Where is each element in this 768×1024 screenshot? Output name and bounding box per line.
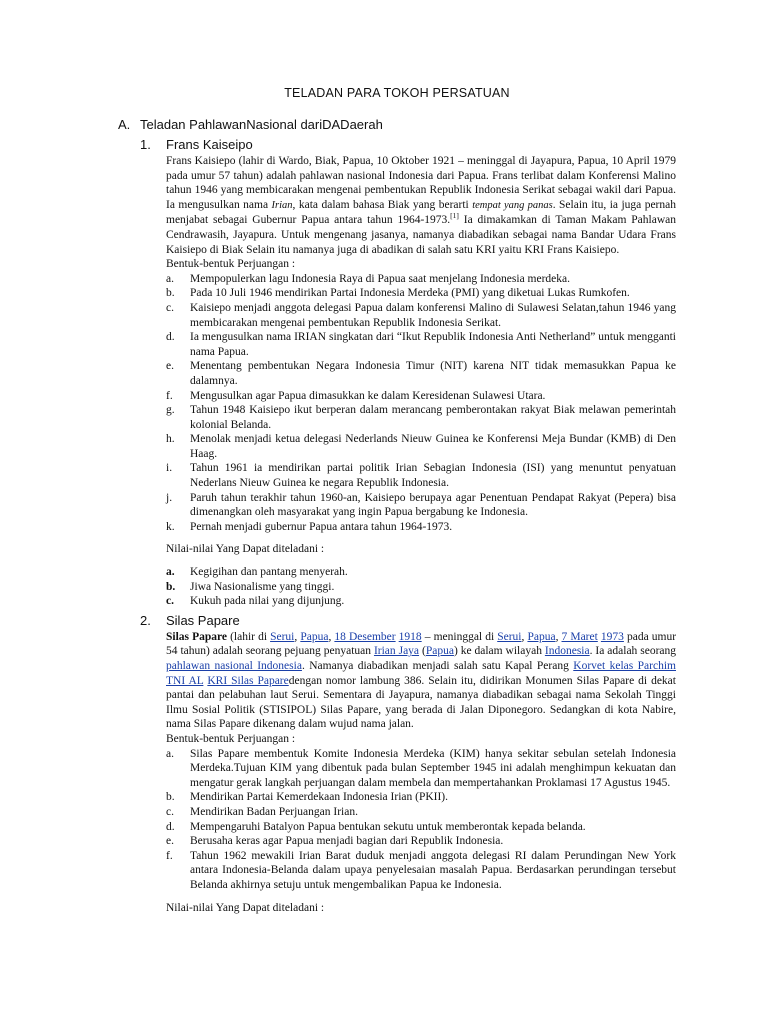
- list-marker: a.: [166, 747, 174, 760]
- list-marker: g.: [166, 404, 175, 417]
- frans-bio: [166, 154, 676, 257]
- section-a-title: Teladan PahlawanNasional dariDADaerah: [140, 117, 383, 132]
- link-tni-al[interactable]: TNI AL: [166, 674, 204, 687]
- list-item: [166, 272, 676, 287]
- bio-text: ,: [294, 630, 301, 643]
- silas-struggle-list: [166, 747, 676, 893]
- list-marker: c.: [166, 301, 174, 314]
- list-marker: c.: [166, 595, 174, 608]
- list-item: [166, 565, 676, 580]
- link-papua[interactable]: Papua: [527, 630, 556, 643]
- bio-text: . Selain itu, ia juga pernah menjabat sebagai Gubernur Papua antara tahun 1964-1973.: [166, 198, 676, 227]
- list-item: [166, 790, 676, 805]
- list-item: [166, 286, 676, 301]
- link-indonesia[interactable]: Indonesia: [544, 645, 590, 658]
- section-a-heading: [118, 117, 676, 132]
- bio-text: , kata dalam bahasa Biak yang berarti: [292, 198, 473, 211]
- list-item: [166, 461, 676, 490]
- frans-values-list: [166, 565, 676, 609]
- link-birth-date[interactable]: 18 Desember: [334, 630, 396, 643]
- bio-italic: tempat yang panas: [472, 199, 553, 211]
- list-item-text: Tahun 1962 mewakili Irian Barat duduk menjadi anggota delegasi RI dalam Perundingan New York antara Indonesia-Belanda dalam upaya penyelesaian masalah Papua. Berdasarkan perundingan tersebut Belanda akhirnya setuju untuk mengembalikan Papua ke Indonesia.: [190, 849, 676, 891]
- bio-text: (lahir di: [227, 630, 271, 643]
- struggle-label: Bentuk-bentuk Perjuangan :: [166, 732, 296, 745]
- subsection-title: Silas Papare: [166, 612, 240, 628]
- subsection-silas-heading: [140, 613, 676, 628]
- list-item-text: Mendirikan Partai Kemerdekaan Indonesia Irian (PKII).: [190, 791, 449, 804]
- subsection-frans-heading: [140, 137, 676, 152]
- link-death-date[interactable]: 7 Maret: [561, 630, 598, 643]
- list-item-text: Paruh tahun terakhir tahun 1960-an, Kaisiepo berupaya agar Penentuan Pendapat Rakyat (Pepera) bisa dimenangkan oleh masyarakat yang ingin Papua bergabung ke Indonesia.: [190, 491, 676, 519]
- list-item-text: Tahun 1948 Kaisiepo ikut berperan dalam merancang pemberontakan rakyat Biak melawan pemerintah kolonial Belanda.: [190, 404, 676, 431]
- list-marker: i.: [166, 462, 173, 475]
- list-item: [166, 403, 676, 432]
- list-marker: a.: [166, 272, 174, 285]
- bio-text: Ia dimakamkan di Taman Makam Pahlawan Cendrawasih, Jayapura. Untuk mengenang jasanya, namanya diabadikan sebagai nama Bandar Udara Frans Kaisiepo di Biak Selain itu namanya juga di abadikan di salah satu KRI yaitu KRI Frans Kaisiepo.: [166, 214, 676, 256]
- list-marker: c.: [166, 805, 174, 818]
- values-label: Nilai-nilai Yang Dapat diteladani :: [166, 901, 325, 914]
- silas-content: [166, 630, 676, 915]
- list-marker: b.: [166, 580, 176, 593]
- list-marker: d.: [166, 331, 175, 344]
- list-item-text: Pernah menjadi gubernur Papua antara tahun 1964-1973.: [190, 520, 453, 533]
- list-item-text: Jiwa Nasionalisme yang tinggi.: [190, 580, 335, 593]
- link-papua[interactable]: Papua: [425, 645, 454, 658]
- page-title: TELADAN PARA TOKOH PERSATUAN: [284, 86, 510, 100]
- link-death-year[interactable]: 1973: [600, 630, 624, 643]
- link-serui[interactable]: Serui: [497, 630, 522, 643]
- list-item-text: Kukuh pada nilai yang dijunjung.: [190, 595, 345, 608]
- list-item: [166, 580, 676, 595]
- bio-text: ,: [555, 630, 562, 643]
- list-marker: f.: [166, 849, 173, 862]
- list-item: [166, 594, 676, 609]
- list-item: [166, 359, 676, 388]
- link-kri-silas-papare[interactable]: KRI Silas Papare: [207, 674, 289, 687]
- list-item-text: Ia mengusulkan nama IRIAN singkatan dari “Ikut Republik Indonesia Anti Netherland” untuk mengganti nama Papua.: [190, 331, 676, 358]
- list-item-text: Silas Papare membentuk Komite Indonesia Merdeka (KIM) hanya sekitar sebulan setelah Indonesia Merdeka.Tujuan KIM yang dibentuk pada bulan September 1945 ini adalah menghimpun kekuatan dan mengatur gerak langkah perjuangan dalam membela dan mempertahankan Proklamasi 17 Agustus 1945.: [190, 747, 676, 789]
- list-marker: e.: [166, 835, 174, 848]
- section-a-marker: A.: [118, 117, 131, 132]
- link-papua[interactable]: Papua: [300, 630, 329, 643]
- list-item-text: Menolak menjadi ketua delegasi Nederlands Nieuw Guinea ke Konferensi Meja Bundar (KMB) di Den Haag.: [190, 433, 676, 460]
- list-item: [166, 834, 676, 849]
- list-item-text: Mengusulkan agar Papua dimasukkan ke dalam Keresidenan Sulawesi Utara.: [190, 389, 546, 402]
- link-korvet-parchim[interactable]: Korvet kelas Parchim: [573, 660, 676, 672]
- bio-text: pada umur 54 tahun) adalah seorang pejuang penyatuan: [166, 630, 677, 658]
- silas-bio: [166, 630, 676, 732]
- list-item-text: Kegigihan dan pantang menyerah.: [190, 566, 348, 579]
- list-item: [166, 805, 676, 820]
- list-marker: d.: [166, 820, 175, 833]
- frans-content: [166, 154, 676, 609]
- bio-text: ) ke dalam wilayah: [453, 645, 545, 658]
- bio-text: Frans Kaisiepo (lahir di Wardo, Biak, Papua, 10 Oktober 1921 – meninggal di Jayapura, Papua, 10 April 1979 pada umur 57 tahun) adalah pahlawan nasional Indonesia dari Papua. Frans terlibat dalam Konferensi Malino tahun 1946 yang membicarakan mengenai pembentukan Republik Indonesia Serikat sebagai wakil dari Papua. Ia mengusulkan nama: [166, 155, 676, 211]
- list-marker: b.: [166, 287, 175, 300]
- list-item-text: Pada 10 Juli 1946 mendirikan Partai Indonesia Merdeka (PMI) yang diketuai Lukas Rumkofen.: [190, 287, 630, 300]
- list-item-text: Menentang pembentukan Negara Indonesia Timur (NIT) karena NIT tidak memasukkan Papua ke dalamnya.: [190, 360, 676, 387]
- list-marker: f.: [166, 389, 173, 402]
- bio-text: (: [419, 645, 426, 658]
- list-marker: e.: [166, 360, 174, 373]
- struggle-label: Bentuk-bentuk Perjuangan :: [166, 258, 296, 271]
- frans-struggle-list: [166, 272, 676, 535]
- footnote-ref[interactable]: [1]: [450, 211, 459, 221]
- bio-text: dengan nomor lambung 386. Selain itu, didirikan Monumen Silas Papare di dekat pantai dan pelabuhan laut Serui. Sementara di Jayapura, namanya diabadikan sebagai nama Sekolah Tinggi Ilmu Sosial Politik (STISIPOL) Silas Papare, yang berada di Jalan Diponegoro. Sedangkan di kota Nabire, nama Silas Papare dikenang dalam wujud nama jalan.: [166, 674, 676, 731]
- list-marker: a.: [166, 566, 175, 579]
- list-item-text: Kaisiepo menjadi anggota delegasi Papua dalam konferensi Malino di Sulawesi Selatan,tahun 1946 yang membicarakan mengenai pembentukan Republik Indonesia Serikat.: [190, 301, 676, 329]
- bio-text: ,: [328, 630, 335, 643]
- list-item-text: Tahun 1961 ia mendirikan partai politik Irian Sebagian Indonesia (ISI) yang menuntut penyatuan Nederlans Nieuw Guinea ke negara Republik Indonesia.: [190, 462, 676, 490]
- values-label: Nilai-nilai Yang Dapat diteladani :: [166, 543, 325, 556]
- subsection-title: Frans Kaiseipo: [166, 137, 253, 152]
- list-item-text: Mendirikan Badan Perjuangan Irian.: [190, 805, 358, 818]
- link-pahlawan-nasional[interactable]: pahlawan nasional Indonesia: [166, 660, 302, 672]
- bio-text: . Ia adalah seorang: [589, 645, 677, 658]
- bio-text: – meninggal di: [421, 630, 498, 643]
- list-marker: j.: [166, 491, 173, 504]
- list-item-text: Mempopulerkan lagu Indonesia Raya di Papua saat menjelang Indonesia merdeka.: [190, 272, 571, 285]
- list-item: [166, 820, 676, 835]
- bio-italic: Irian: [271, 199, 293, 211]
- bio-text: . Namanya diabadikan menjadi salah satu Kapal Perang: [301, 660, 574, 672]
- list-item: [166, 747, 676, 791]
- link-birth-year[interactable]: 1918: [398, 630, 422, 643]
- list-item: [166, 849, 676, 893]
- list-item-text: Berusaha keras agar Papua menjadi bagian dari Republik Indonesia.: [190, 835, 504, 848]
- bio-text: ,: [521, 630, 528, 643]
- list-marker: h.: [166, 433, 175, 446]
- subsection-number: 2.: [140, 612, 151, 628]
- link-irian-jaya[interactable]: Irian Jaya: [373, 645, 420, 658]
- list-item: [166, 520, 676, 535]
- subsection-number: 1.: [140, 137, 151, 152]
- link-serui[interactable]: Serui: [270, 630, 295, 643]
- list-item: [166, 301, 676, 330]
- list-item-text: Mempengaruhi Batalyon Papua bentukan sekutu untuk memberontak kepada belanda.: [190, 820, 586, 833]
- list-marker: k.: [166, 520, 175, 533]
- list-item: [166, 491, 676, 520]
- list-item: [166, 330, 676, 359]
- list-marker: b.: [166, 791, 175, 804]
- bio-bold-name: Silas Papare: [166, 630, 228, 643]
- list-item: [166, 432, 676, 461]
- list-item: [166, 389, 676, 404]
